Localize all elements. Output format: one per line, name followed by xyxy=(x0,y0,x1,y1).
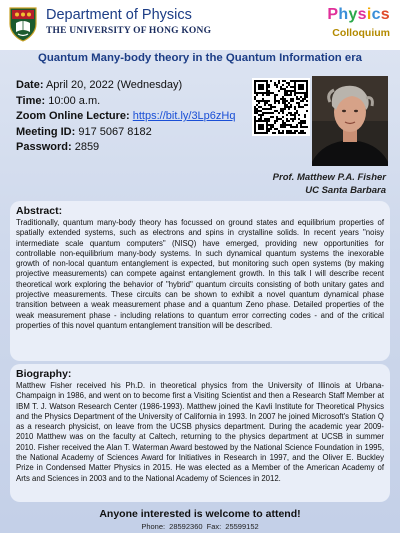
abstract-heading: Abstract: xyxy=(16,205,63,217)
time-label: Time: xyxy=(16,94,46,107)
zoom-label: Zoom Online Lecture: xyxy=(16,110,130,122)
password-row xyxy=(16,140,235,156)
welcome-message: Anyone interested is welcome to attend! xyxy=(99,508,301,520)
physics-letter: h xyxy=(338,6,349,23)
biography-text: Matthew Fisher received his Ph.D. in theoretical physics from the University of Illinois at Urbana-Champaign in 1986, and went on to become first a Visiting Scientist and then a Research Staff Member at IBM T. J. Watson Research Center (1986-1993). Matthew joined the Kavli Institute for Theoretical Physics and the Physics Department of the University of California in 1993. In 2007 he joined Microsoft's Station Q as a research physicist, on leave from the UCSB physics department. During the academic year 2009-2010 Matthew was on the faculty at Caltech, returning to the physics department at UCSB in summer 2010. Fisher received the Alan T. Waterman Award bestowed by the National Science Foundation in 1995, the National Academy of Sciences Award for Initiatives in Research in 1997, and the Oliver E. Buckley Prize in Condensed Matter Physics in 2015. He was elected as a Member of the American Academy of Arts and Sciences in 2003 and to the National Academy of Sciences in 2012. xyxy=(16,381,384,483)
physics-letter: y xyxy=(348,6,358,23)
time-value: 10:00 a.m. xyxy=(48,94,101,107)
biography-heading: Biography: xyxy=(16,368,72,380)
abstract-panel xyxy=(10,201,390,361)
meeting-id-value: 917 5067 8182 xyxy=(78,125,152,138)
qr-code-icon[interactable] xyxy=(252,78,310,136)
password-value: 2859 xyxy=(74,141,100,153)
physics-letter: s xyxy=(357,6,367,23)
biography-panel xyxy=(10,364,390,502)
talk-title: Quantum Many-body theory in the Quantum Information era xyxy=(37,52,363,64)
password-label: Password: xyxy=(16,141,72,153)
date-value: April 20, 2022 (Wednesday) xyxy=(45,79,183,91)
physics-letter: i xyxy=(366,6,372,23)
hku-crest-icon xyxy=(8,6,38,42)
date-row xyxy=(16,78,235,94)
speaker-name: Prof. Matthew P.A. Fisher xyxy=(272,172,386,183)
university-name: THE UNIVERSITY OF HONG KONG xyxy=(46,26,212,36)
department-name: Department of Physics xyxy=(46,7,192,23)
physics-letter: P xyxy=(327,6,339,23)
physics-letter: c xyxy=(371,6,381,23)
colloquium-label: Colloquium xyxy=(332,27,390,39)
speaker-affiliation: UC Santa Barbara xyxy=(305,185,386,196)
speaker-photo xyxy=(312,76,388,166)
date-label: Date: xyxy=(16,79,44,91)
event-details xyxy=(16,78,235,156)
contact-info: Phone: 28592360 Fax: 25599152 xyxy=(141,522,259,531)
zoom-row xyxy=(16,109,235,125)
time-row xyxy=(16,94,235,110)
meeting-id-label: Meeting ID: xyxy=(16,125,76,138)
header-bar xyxy=(0,0,400,50)
meeting-id-row xyxy=(16,125,235,141)
physics-wordmark xyxy=(327,6,390,24)
speaker-credit xyxy=(273,171,386,197)
physics-letter: s xyxy=(380,6,390,23)
abstract-text: Traditionally, quantum many-body theory has focussed on ground states and equilibrium properties of spatially extended systems, such as electrons and spins in crystalline solids. In recent years "noisy intermediate scale quantum computers" (NISQ) have emerged, providing new opportunities for controllable non-equilibrium many-body systems. In such dynamical quantum systems the inexorable growth of non-local quantum entanglement is expected, but monitoring such open systems (by making projective measurements) can compete against entanglement growth. In this talk I will describe recent theoretical work exploring the behavior of "hybrid" quantum circuits consisting of both unitary gates and projective measurements. These circuits can be shown to exhibit a novel quantum dynamical phase transition between a weak measurement phase and a quantum Zeno phase. Detailed properties of the weak measurement phase - including relations to quantum error correcting codes - and of the critical properties of this novel quantum entanglement transition will be described. xyxy=(16,218,384,330)
zoom-link[interactable]: https://bit.ly/3Lp6zHq xyxy=(132,110,236,122)
